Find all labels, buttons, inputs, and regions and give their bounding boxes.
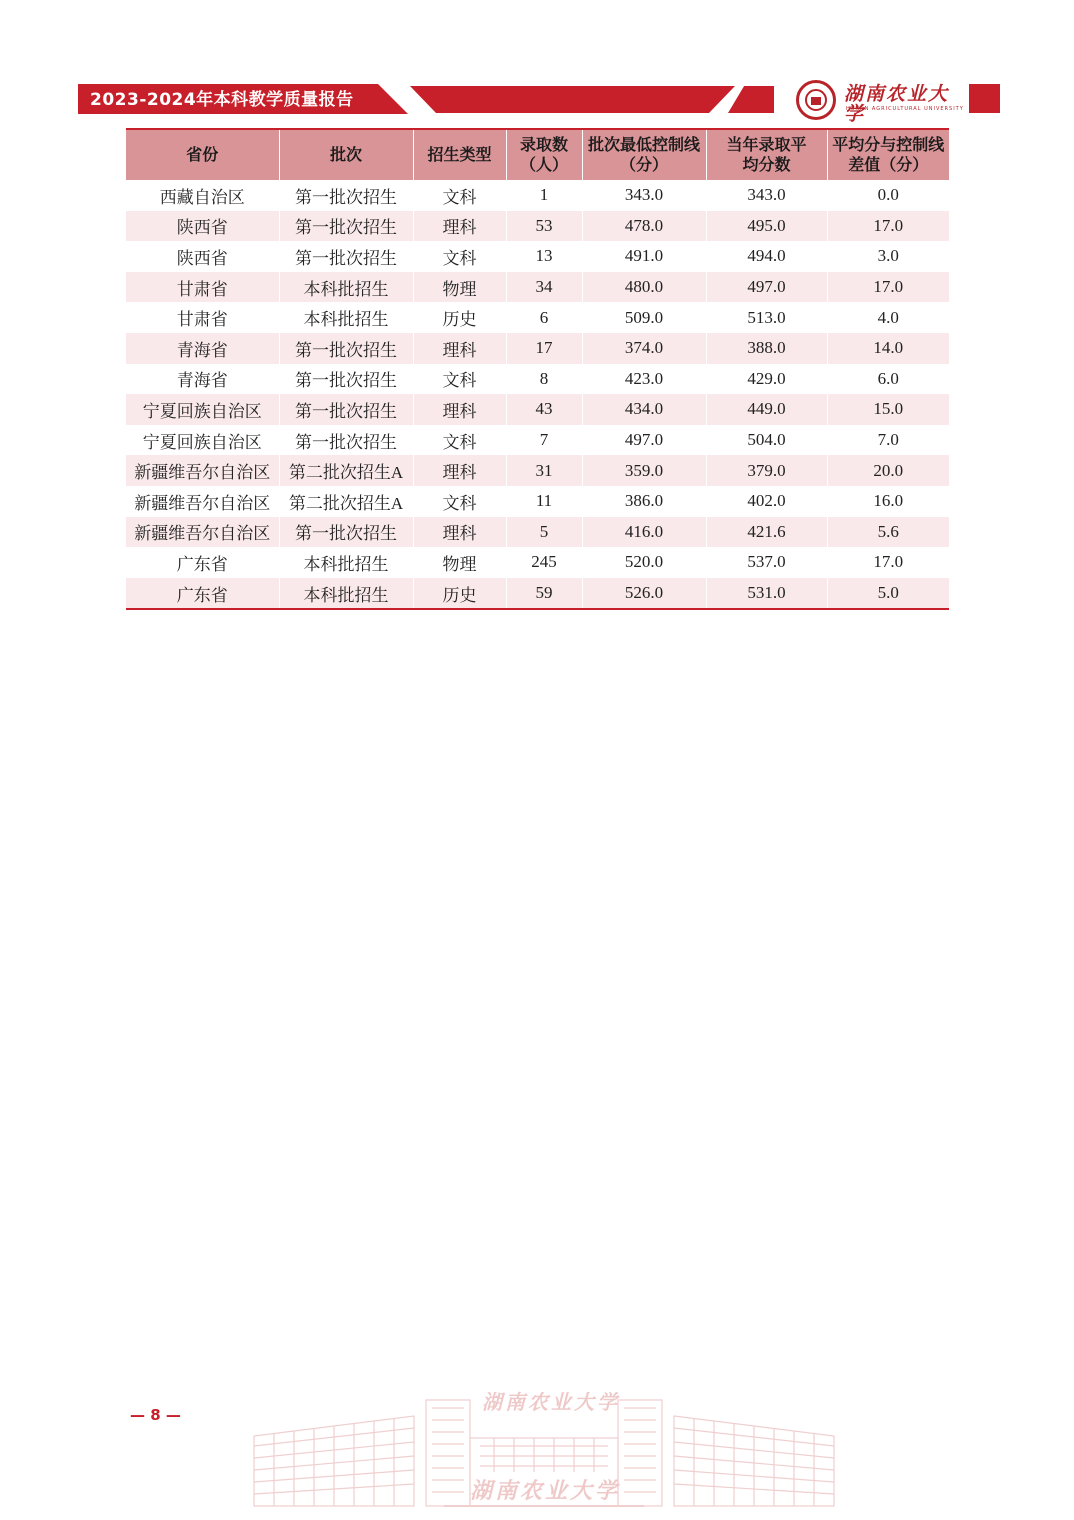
cell-admitted: 11	[506, 486, 582, 517]
banner-stripe	[410, 86, 735, 113]
cell-difference: 15.0	[827, 394, 949, 425]
cell-batch: 第二批次招生A	[279, 486, 413, 517]
report-title: 2023-2024年本科教学质量报告	[90, 90, 354, 110]
cell-difference: 17.0	[873, 552, 904, 572]
cell-control-line: 423.0	[582, 364, 706, 395]
cell-difference: 7.0	[877, 430, 899, 450]
cell-type: 理科	[413, 333, 506, 364]
table-row	[126, 455, 949, 486]
cell-province: 新疆维吾尔自治区	[126, 455, 279, 486]
cell-type: 文科	[413, 180, 506, 211]
cell-type: 文科	[413, 486, 506, 517]
table-row	[126, 425, 949, 456]
campus-watermark	[244, 1386, 844, 1514]
table-body	[126, 180, 949, 609]
cell-average: 379.0	[706, 455, 827, 486]
table-row	[126, 180, 949, 211]
cell-average: 343.0	[706, 180, 827, 211]
table-row	[126, 547, 949, 578]
banner-end-block	[969, 84, 1000, 113]
cell-batch: 本科批招生	[279, 272, 413, 303]
cell-province: 青海省	[126, 333, 279, 364]
table-header-row	[126, 129, 949, 180]
cell-difference: 3.0	[877, 246, 899, 266]
cell-admitted: 1	[506, 180, 582, 211]
cell-control-line: 416.0	[582, 517, 706, 548]
cell-admitted: 34	[506, 272, 582, 303]
cell-average: 497.0	[706, 272, 827, 303]
cell-average: 531.0	[706, 578, 827, 610]
col-header-difference	[827, 129, 949, 180]
col-header-type: 招生类型	[413, 129, 506, 180]
cell-batch: 本科批招生	[279, 547, 413, 578]
cell-average: 449.0	[706, 394, 827, 425]
watermark-university-name-top: 湖南农业大学	[482, 1390, 620, 1414]
cell-batch: 第二批次招生A	[279, 455, 413, 486]
cell-province: 甘肃省	[126, 272, 279, 303]
col-header-admitted-text: 录取数（人）	[519, 135, 568, 174]
cell-control-line: 374.0	[582, 333, 706, 364]
cell-batch: 第一批次招生	[279, 517, 413, 548]
cell-admitted: 6	[506, 302, 582, 333]
admission-score-table	[126, 128, 949, 610]
cell-admitted: 31	[506, 455, 582, 486]
cell-batch: 第一批次招生	[279, 425, 413, 456]
watermark-university-name-bottom: 湖南农业大学	[470, 1478, 621, 1504]
cell-control-line: 497.0	[582, 425, 706, 456]
cell-province: 广东省	[126, 547, 279, 578]
cell-admitted: 59	[506, 578, 582, 610]
cell-type: 理科	[413, 455, 506, 486]
cell-admitted: 245	[506, 547, 582, 578]
cell-control-line: 386.0	[582, 486, 706, 517]
table-row	[126, 211, 949, 242]
cell-type: 理科	[413, 211, 506, 242]
cell-batch: 第一批次招生	[279, 211, 413, 242]
cell-batch: 第一批次招生	[279, 241, 413, 272]
cell-type: 物理	[413, 272, 506, 303]
cell-difference: 16.0	[873, 491, 904, 511]
cell-province: 陕西省	[126, 241, 279, 272]
cell-province: 陕西省	[126, 211, 279, 242]
cell-difference: 0.0	[877, 185, 899, 205]
col-header-province: 省份	[126, 129, 279, 180]
col-header-difference-text: 平均分与控制线差值（分）	[832, 135, 945, 174]
cell-type: 理科	[413, 517, 506, 548]
col-header-control-line-text: 批次最低控制线（分）	[587, 135, 700, 174]
cell-batch: 第一批次招生	[279, 394, 413, 425]
cell-difference: 5.0	[827, 578, 949, 610]
cell-admitted: 17	[506, 333, 582, 364]
cell-admitted: 13	[506, 241, 582, 272]
cell-control-line: 509.0	[582, 302, 706, 333]
university-english-name: HUNAN AGRICULTURAL UNIVERSITY	[846, 106, 964, 112]
cell-difference: 4.0	[877, 307, 899, 327]
table-row	[126, 241, 949, 272]
cell-admitted: 53	[506, 211, 582, 242]
cell-average: 421.6	[706, 517, 827, 548]
banner-stripe-slant	[728, 86, 774, 113]
cell-batch: 本科批招生	[279, 578, 413, 610]
cell-type: 文科	[413, 241, 506, 272]
cell-province: 青海省	[126, 364, 279, 395]
university-logo-text: 湖南农业大学	[844, 83, 950, 125]
cell-control-line: 359.0	[582, 455, 706, 486]
cell-province: 甘肃省	[126, 302, 279, 333]
table-row	[126, 578, 949, 610]
table-row	[126, 272, 949, 303]
cell-difference: 17.0	[827, 211, 949, 242]
cell-province: 宁夏回族自治区	[126, 394, 279, 425]
cell-admitted: 43	[506, 394, 582, 425]
cell-difference: 5.6	[827, 517, 949, 548]
cell-average: 388.0	[706, 333, 827, 364]
col-header-admitted	[506, 129, 582, 180]
header-banner	[0, 0, 1074, 130]
table-row	[126, 302, 949, 333]
cell-type: 历史	[413, 302, 506, 333]
cell-average: 504.0	[706, 425, 827, 456]
cell-province: 宁夏回族自治区	[126, 425, 279, 456]
cell-batch: 第一批次招生	[279, 333, 413, 364]
col-header-average-text: 当年录取平均分数	[726, 135, 807, 174]
cell-batch: 本科批招生	[279, 302, 413, 333]
cell-control-line: 526.0	[582, 578, 706, 610]
cell-province: 新疆维吾尔自治区	[126, 517, 279, 548]
cell-admitted: 8	[506, 364, 582, 395]
table-row	[126, 364, 949, 395]
cell-control-line: 520.0	[582, 547, 706, 578]
cell-control-line: 478.0	[582, 211, 706, 242]
col-header-batch: 批次	[279, 129, 413, 180]
cell-difference: 6.0	[877, 368, 899, 388]
cell-province: 西藏自治区	[126, 180, 279, 211]
cell-difference: 20.0	[827, 455, 949, 486]
cell-difference: 17.0	[827, 272, 949, 303]
table-row	[126, 394, 949, 425]
cell-province: 新疆维吾尔自治区	[126, 486, 279, 517]
cell-average: 402.0	[706, 486, 827, 517]
cell-type: 历史	[413, 578, 506, 610]
cell-average: 513.0	[706, 302, 827, 333]
cell-type: 文科	[413, 364, 506, 395]
university-seal-icon	[796, 80, 836, 120]
table-row	[126, 486, 949, 517]
col-header-control-line	[582, 129, 706, 180]
cell-admitted: 7	[506, 425, 582, 456]
cell-control-line: 480.0	[582, 272, 706, 303]
cell-batch: 第一批次招生	[279, 364, 413, 395]
cell-province: 广东省	[126, 578, 279, 610]
cell-control-line: 434.0	[582, 394, 706, 425]
col-header-average	[706, 129, 827, 180]
cell-control-line: 491.0	[582, 241, 706, 272]
table-row	[126, 333, 949, 364]
cell-type: 理科	[413, 394, 506, 425]
table-row	[126, 517, 949, 548]
cell-difference: 14.0	[827, 333, 949, 364]
cell-admitted: 5	[506, 517, 582, 548]
cell-average: 429.0	[706, 364, 827, 395]
cell-type: 文科	[413, 425, 506, 456]
cell-average: 537.0	[706, 547, 827, 578]
cell-batch: 第一批次招生	[279, 180, 413, 211]
cell-average: 495.0	[706, 211, 827, 242]
cell-average: 494.0	[706, 241, 827, 272]
cell-control-line: 343.0	[582, 180, 706, 211]
cell-type: 物理	[413, 547, 506, 578]
page-number: — 8 —	[130, 1406, 181, 1424]
